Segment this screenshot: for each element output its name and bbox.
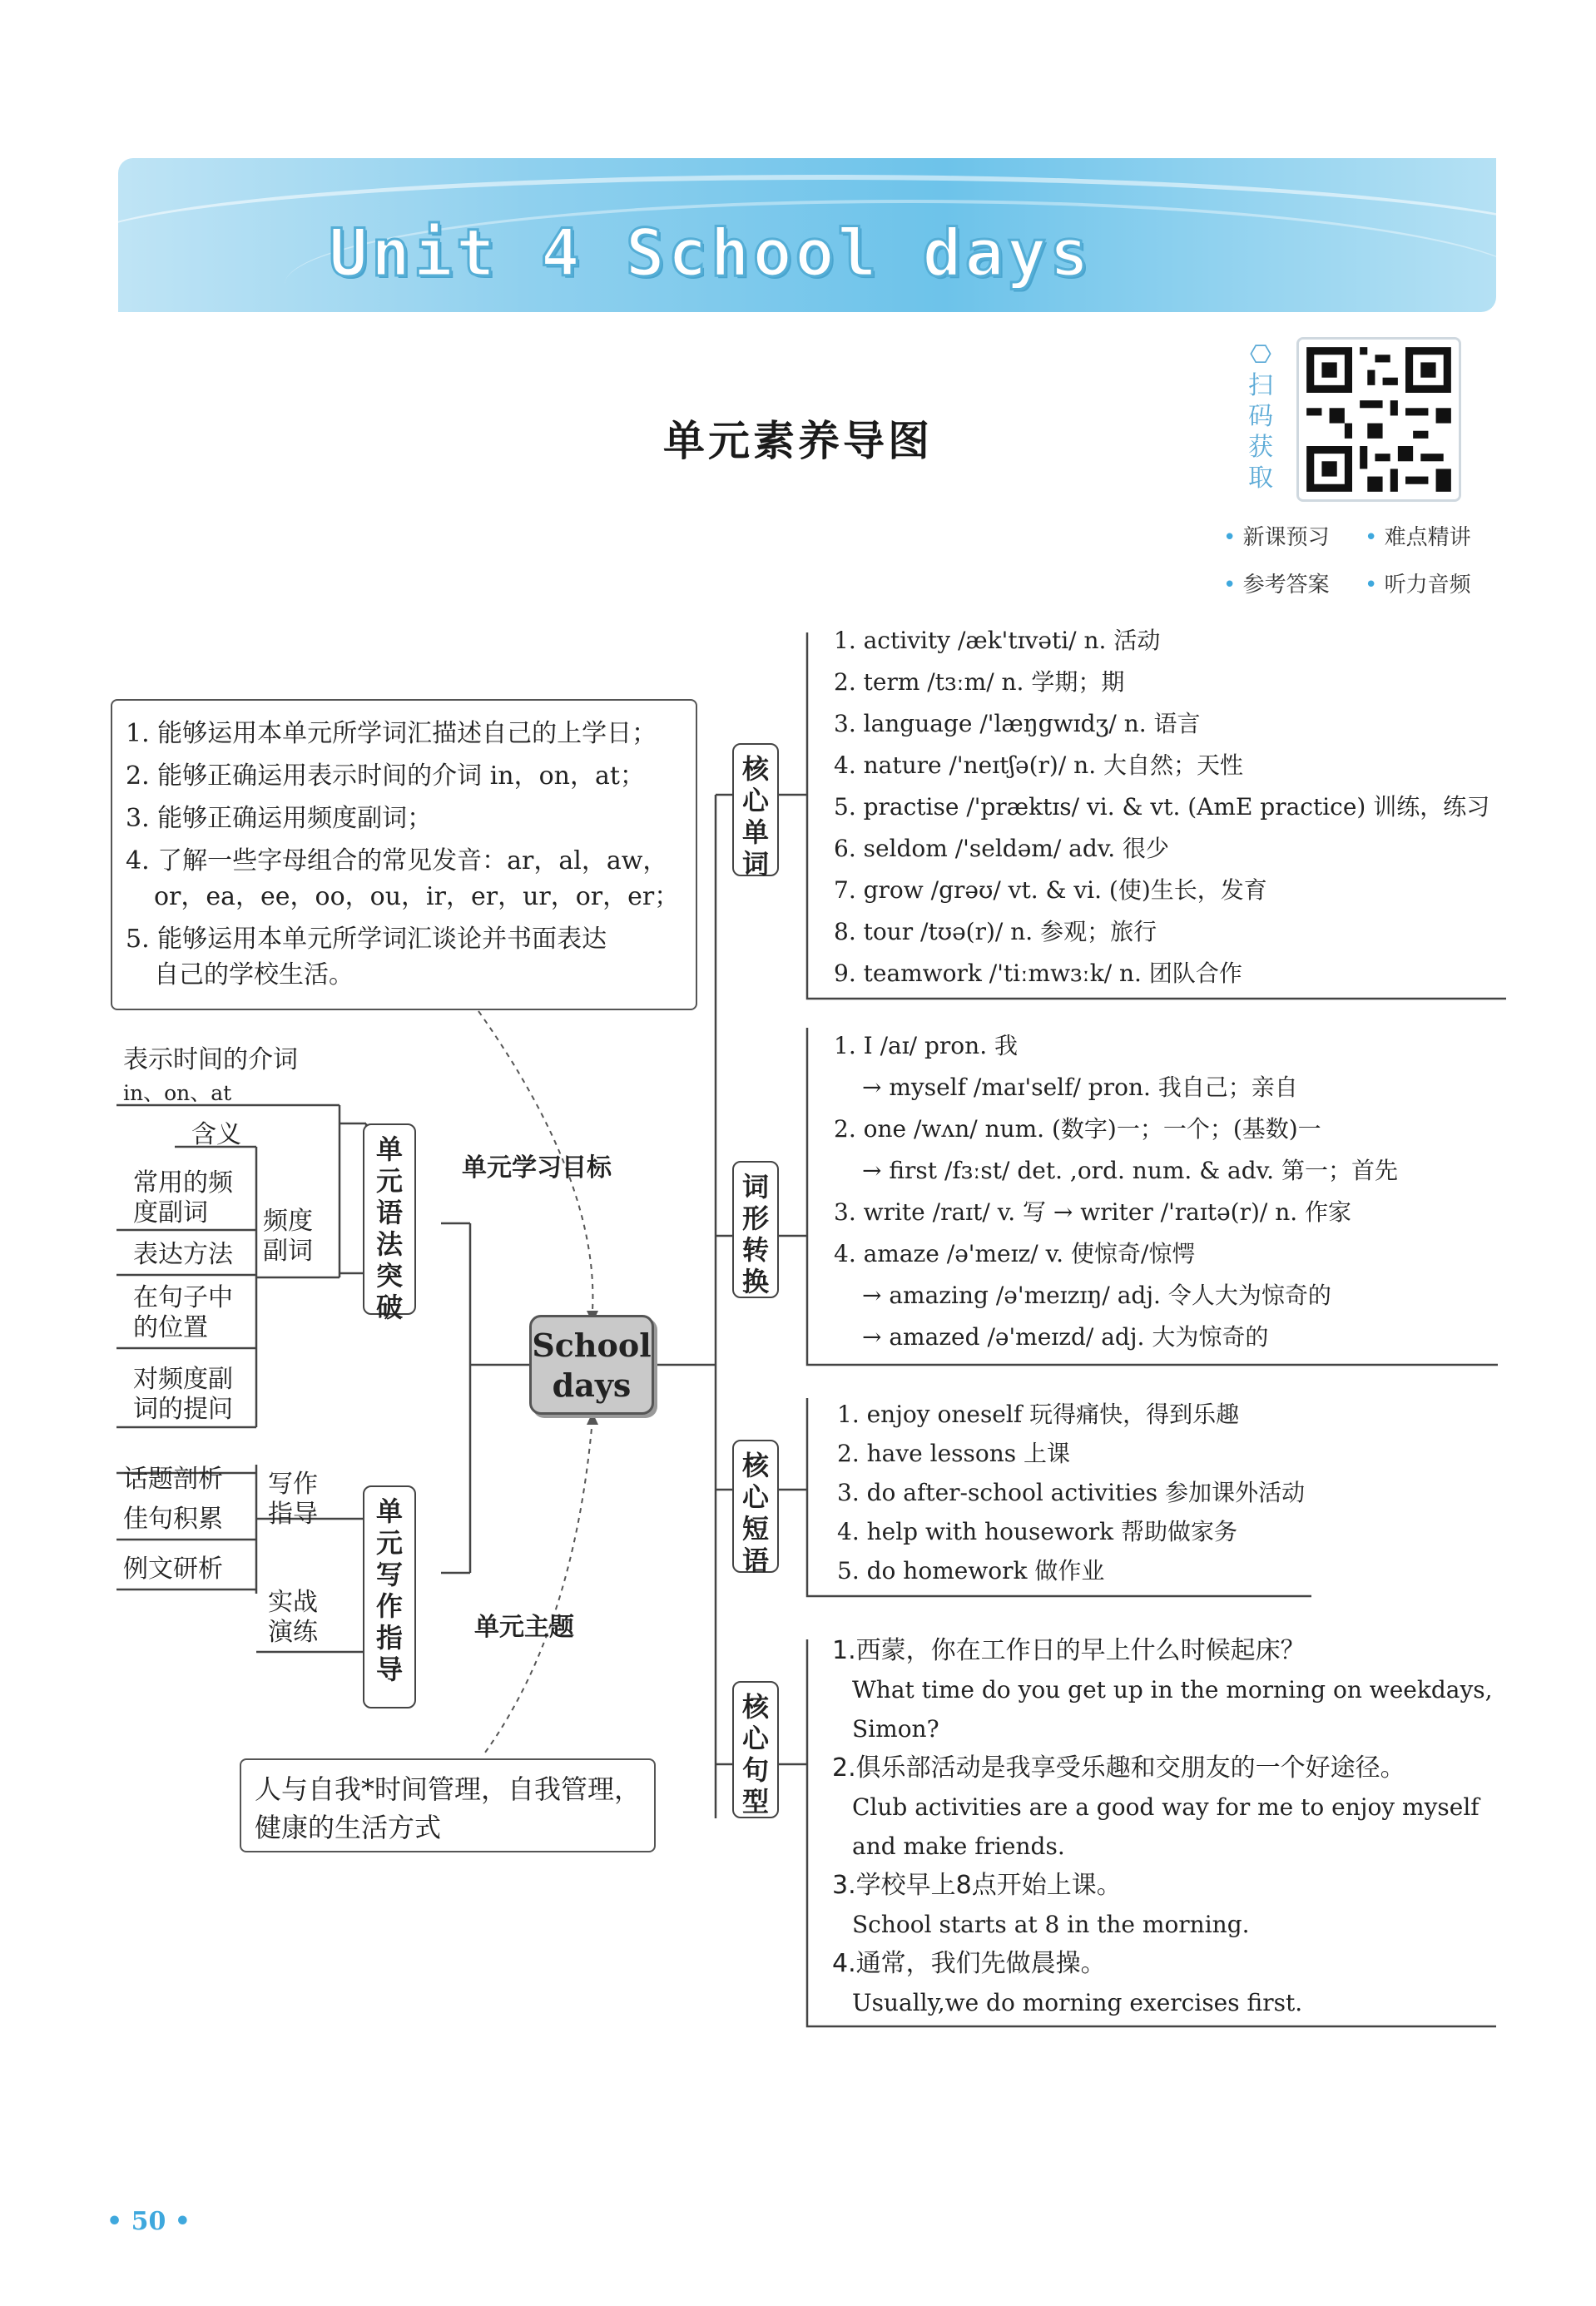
goal-item-cont: 自己的学校生活。 <box>154 960 354 989</box>
freq-leaf: 常用的频度副词 <box>133 1168 233 1227</box>
word-form-item: 1. I /aɪ/ pron. 我 <box>834 1032 1018 1059</box>
freq-leaf: 含义 <box>191 1120 241 1149</box>
vocab-item: 7. grow /grəʊ/ vt. & vi. (使)生长，发育 <box>834 876 1267 904</box>
sentence-zh: 4.通常，我们先做晨操。 <box>832 1949 1106 1978</box>
vocab-list <box>834 620 1489 994</box>
word-form-item: → first /fɜːst/ det. ,ord. num. & adv. 第一；首先 <box>862 1157 1398 1184</box>
link-lecture[interactable]: • 难点精讲 <box>1365 520 1506 551</box>
word-form-item: 2. one /wʌn/ num. (数字)一；一个；(基数)一 <box>834 1115 1321 1143</box>
freq-leaf: 在句子中的位置 <box>133 1283 233 1342</box>
writing-leaf: 例文研析 <box>123 1555 223 1584</box>
word-forms-list <box>834 1025 1398 1358</box>
goal-item: 1. 能够运用本单元所学词汇描述自己的上学日； <box>126 719 657 748</box>
page-title: 单元素养导图 <box>663 416 933 465</box>
word-form-item: → amazing /ə'meɪzɪŋ/ adj. 令人大为惊奇的 <box>862 1282 1331 1309</box>
writing-leaf: 话题剖析 <box>123 1465 223 1494</box>
sentence-zh: 2.俱乐部活动是我享受乐趣和交朋友的一个好途径。 <box>832 1753 1405 1783</box>
phrases-list <box>837 1395 1305 1590</box>
phrase-item: 3. do after-school activities 参加课外活动 <box>837 1479 1306 1506</box>
freq-leaf: 表达方法 <box>133 1240 233 1269</box>
freq-title: 频度副词 <box>263 1207 313 1266</box>
link-audio[interactable]: • 听力音频 <box>1365 568 1506 598</box>
vocab-item: 1. activity /æk'tɪvəti/ n. 活动 <box>834 627 1161 654</box>
vocab-item: 8. tour /tʊə(r)/ n. 参观；旅行 <box>834 918 1157 945</box>
vocab-item: 4. nature /'neɪtʃə(r)/ n. 大自然；天性 <box>834 751 1243 779</box>
sentence-zh: 3.学校早上8点开始上课。 <box>832 1871 1122 1900</box>
vocab-branch: 核心单词 <box>732 743 779 876</box>
vocab-item: 6. seldom /'seldəm/ adv. 很少 <box>834 835 1170 862</box>
grammar-prep-sub: in、on、at <box>123 1081 232 1105</box>
vocab-item: 3. language /'læŋgwɪdʒ/ n. 语言 <box>834 710 1201 737</box>
writing-leaf: 佳句积累 <box>123 1505 223 1534</box>
word-form-item: 3. write /raɪt/ v. 写 → writer /'raɪtə(r)/ n. 作家 <box>834 1198 1352 1226</box>
phrase-item: 2. have lessons 上课 <box>837 1440 1071 1467</box>
word-form-item: → myself /maɪ'self/ pron. 我自己；亲自 <box>862 1074 1298 1101</box>
word-forms-branch: 词形转换 <box>732 1161 779 1298</box>
phrase-item: 5. do homework 做作业 <box>837 1557 1105 1584</box>
unit-goals-box <box>111 699 697 1010</box>
vocab-item: 2. term /tɜːm/ n. 学期；期 <box>834 668 1125 696</box>
sentence-en: Club activities are a good way for me to enjoy myself and make friends. <box>852 1793 1480 1860</box>
goal-item: 2. 能够正确运用表示时间的介词 in，on，at； <box>126 761 645 791</box>
sentence-en: School starts at 8 in the morning. <box>852 1911 1250 1938</box>
goal-item: 4. 了解一些字母组合的常见发音：ar，al，aw， <box>126 846 668 875</box>
grammar-prep-title: 表示时间的介词 <box>123 1045 298 1074</box>
label-theme: 单元主题 <box>474 1613 574 1642</box>
sentences-list <box>832 1631 1498 2022</box>
unit-title: Unit 4 School days <box>329 216 1093 291</box>
center-node: School days <box>529 1315 654 1415</box>
phrase-item: 4. help with housework 帮助做家务 <box>837 1518 1238 1545</box>
goal-item: 3. 能够正确运用频度副词； <box>126 804 433 833</box>
vocab-item: 9. teamwork /'tiːmwɜːk/ n. 团队合作 <box>834 960 1242 987</box>
phrases-branch: 核心短语 <box>732 1440 779 1573</box>
writing-branch: 单元写作指导 <box>363 1485 416 1708</box>
scan-icon: ⎔ <box>1249 340 1272 369</box>
qr-label: ⎔ 扫码获取 <box>1240 340 1281 493</box>
phrase-item: 1. enjoy oneself 玩得痛快，得到乐趣 <box>837 1401 1240 1428</box>
word-form-item: → amazed /ə'meɪzd/ adj. 大为惊奇的 <box>862 1323 1269 1351</box>
label-learning-goals: 单元学习目标 <box>462 1153 612 1183</box>
page-number: • 50 • <box>107 2207 191 2236</box>
grammar-branch: 单元语法突破 <box>363 1123 416 1315</box>
vocab-item: 5. practise /'præktɪs/ vi. & vt. (AmE practice) 训练，练习 <box>834 793 1490 821</box>
link-answers[interactable]: • 参考答案 <box>1223 568 1365 598</box>
sentence-zh: 1.西蒙，你在工作日的早上什么时候起床？ <box>832 1636 1306 1665</box>
writing-practice-title: 实战演练 <box>268 1588 318 1647</box>
sentences-branch: 核心句型 <box>732 1681 779 1818</box>
link-preview[interactable]: • 新课预习 <box>1223 520 1365 551</box>
word-form-item: 4. amaze /ə'meɪz/ v. 使惊奇/惊愕 <box>834 1240 1196 1267</box>
goal-item-cont: or，ea，ee，oo，ou，ir，er，ur，or，er； <box>154 882 680 911</box>
sentence-en: Usually,we do morning exercises first. <box>852 1989 1303 2016</box>
freq-leaf: 对频度副词的提问 <box>133 1365 233 1424</box>
writing-guide-title: 写作指导 <box>268 1470 318 1529</box>
sentence-en: What time do you get up in the morning on weekdays, Simon? <box>852 1676 1493 1743</box>
theme-box: 人与自我*时间管理，自我管理，健康的生活方式 <box>240 1758 656 1852</box>
goal-item: 5. 能够运用本单元所学词汇谈论并书面表达 <box>126 925 607 954</box>
